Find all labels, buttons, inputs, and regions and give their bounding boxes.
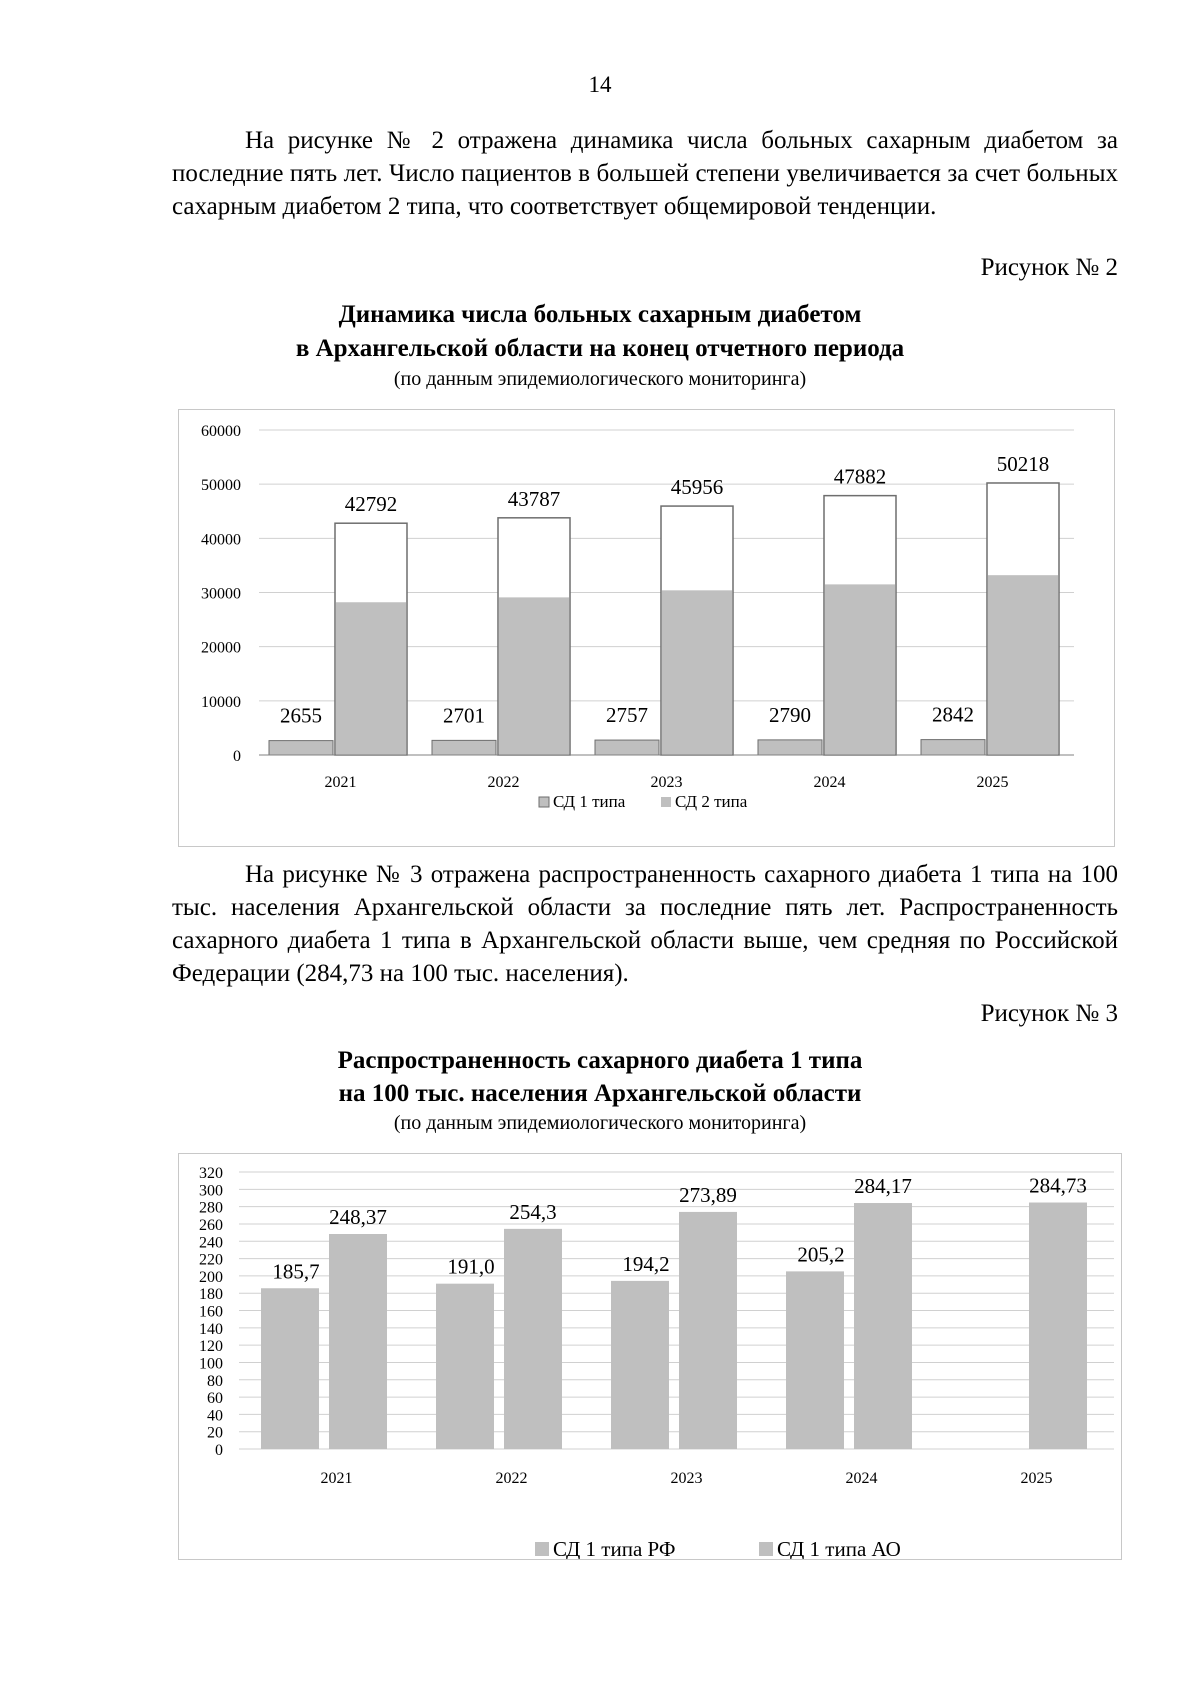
chart2-bar-ao [504, 1229, 562, 1449]
chart2-ytick-label: 280 [199, 1199, 223, 1217]
chart2-ytick-label: 40 [207, 1407, 223, 1425]
chart2-bar-ao [854, 1203, 912, 1449]
chart1-ytick-label: 0 [233, 748, 241, 765]
chart1-bar-type1 [921, 740, 985, 755]
chart2-ytick-label: 240 [199, 1234, 223, 1252]
chart1-data-label-type2: 42792 [344, 492, 398, 517]
chart2-ytick-label: 80 [207, 1372, 223, 1390]
chart1-ytick-label: 50000 [201, 477, 241, 495]
chart1-data-label-type1: 2790 [769, 702, 811, 727]
chart2-xtick-label: 2023 [670, 1470, 703, 1487]
chart2-svg [179, 1154, 1121, 1559]
chart1-frame [178, 409, 1115, 847]
chart1-legend-label-type2: СД 2 типа [675, 792, 748, 811]
chart2-data-label-rf: 205,2 [797, 1242, 845, 1267]
chart2-ytick-label: 60 [207, 1390, 223, 1408]
chart2-bar-ao [679, 1212, 737, 1449]
chart2-legend-swatch-rf [535, 1542, 549, 1556]
chart1-xtick-label: 2023 [650, 774, 683, 791]
chart1-data-label-type2: 45956 [670, 475, 724, 500]
chart1-data-label-type1: 2757 [606, 703, 648, 728]
chart2-bar-rf [786, 1271, 844, 1449]
chart1-ytick-label: 60000 [201, 423, 241, 440]
chart2-xtick-label: 2025 [1020, 1470, 1053, 1487]
chart2-xtick-label: 2022 [495, 1470, 528, 1487]
chart2-data-label-rf: 185,7 [272, 1259, 320, 1284]
chart1-bar-type2-fill [988, 575, 1058, 755]
chart1-xtick-label: 2025 [976, 774, 1009, 791]
chart2-bar-rf [611, 1281, 669, 1449]
chart2-ytick-label: 100 [199, 1355, 223, 1373]
chart1-bar-type2-fill [825, 584, 895, 755]
chart2-title-line2: на 100 тыс. населения Архангельской области [338, 1080, 862, 1107]
chart2-ytick-label: 220 [199, 1251, 223, 1269]
chart1-bar-type2-fill [662, 590, 732, 755]
chart2-data-label-rf: 191,0 [447, 1254, 495, 1279]
chart1-xtick-label: 2021 [324, 774, 357, 791]
paragraph-figure2-intro: На рисунке № 2 отражена динамика числа больных сахарным диабетом за последние пять лет. Число пациентов в большей степени увеличивается за счет больных сахарным диабетом 2 типа, что соответствует общемировой тенденции. [172, 127, 1118, 220]
chart2-ytick-label: 20 [207, 1424, 223, 1442]
chart1-data-label-type2: 50218 [996, 451, 1050, 476]
chart1-legend-swatch-type2 [661, 797, 671, 807]
chart1-xtick-label: 2022 [487, 774, 520, 791]
chart2-bar-rf [436, 1284, 494, 1449]
chart1-bar-type1 [269, 741, 333, 755]
chart2-ytick-label: 180 [199, 1286, 223, 1304]
chart2-subtitle: (по данным эпидемиологического мониторинга) [393, 1112, 807, 1134]
chart2-bar-ao [1029, 1203, 1087, 1449]
chart1-bar-type1 [595, 740, 659, 755]
chart1-data-label-type1: 2842 [932, 702, 974, 727]
chart2-ytick-label: 200 [199, 1268, 223, 1286]
chart1-data-label-type2: 43787 [507, 486, 561, 511]
chart2-bar-rf [261, 1288, 319, 1449]
page-number: 14 [588, 72, 612, 97]
chart1-data-label-type1: 2655 [280, 703, 322, 728]
chart2-ytick-label: 140 [199, 1320, 223, 1338]
chart1-bar-type1 [758, 740, 822, 755]
chart1-data-label-type1: 2701 [443, 703, 485, 728]
chart2-ytick-label: 120 [199, 1338, 223, 1356]
chart2-legend-label-rf: СД 1 типа РФ [553, 1537, 676, 1559]
chart1-ytick-label: 30000 [201, 585, 241, 603]
chart2-data-label-ao: 284,73 [1029, 1173, 1087, 1198]
chart1-svg [179, 410, 1114, 846]
chart1-ytick-label: 10000 [201, 693, 241, 711]
figure3-label: Рисунок № 3 [980, 1000, 1118, 1027]
chart2-ytick-label: 0 [215, 1442, 223, 1459]
chart2-ytick-label: 260 [199, 1216, 223, 1234]
chart2-data-label-rf: 194,2 [622, 1251, 670, 1276]
chart2-xtick-label: 2021 [320, 1470, 353, 1487]
chart2-data-label-ao: 284,17 [854, 1174, 912, 1199]
chart1-subtitle: (по данным эпидемиологического мониторинга) [393, 368, 807, 390]
chart1-xtick-label: 2024 [813, 774, 846, 791]
chart2-data-label-ao: 273,89 [679, 1182, 737, 1207]
chart1-ytick-label: 40000 [201, 531, 241, 549]
chart2-ytick-label: 320 [199, 1165, 223, 1182]
chart2-title-line1: Распространенность сахарного диабета 1 типа [337, 1047, 863, 1074]
paragraph-figure3-intro: На рисунке № 3 отражена распространенность сахарного диабета 1 типа на 100 тыс. населения Архангельской области за последние пять лет. Распространенность сахарного диабета 1 типа в Архангельской области выше, чем средняя по Российской Федерации (284,73 на 100 тыс. населения). [172, 861, 1118, 987]
chart2-ytick-label: 160 [199, 1303, 223, 1321]
chart2-ytick-label: 300 [199, 1182, 223, 1200]
chart1-bar-type2-fill [499, 597, 569, 755]
chart1-legend-label-type1: СД 1 типа [553, 792, 626, 811]
chart1-title-line1: Динамика числа больных сахарным диабетом [338, 301, 862, 328]
figure2-label: Рисунок № 2 [980, 254, 1118, 281]
chart1-title-line2: в Архангельской области на конец отчетного периода [295, 335, 905, 362]
chart2-legend-label-ao: СД 1 типа АО [777, 1537, 901, 1559]
chart2-bar-ao [329, 1234, 387, 1449]
chart2-legend-swatch-ao [759, 1542, 773, 1556]
chart1-data-label-type2: 47882 [833, 464, 887, 489]
chart2-xtick-label: 2024 [845, 1470, 878, 1487]
chart1-bar-type2-fill [336, 602, 406, 755]
chart1-legend-swatch-type1 [539, 797, 549, 807]
chart2-data-label-ao: 254,3 [509, 1199, 557, 1224]
chart1-ytick-label: 20000 [201, 639, 241, 657]
chart2-data-label-ao: 248,37 [329, 1205, 387, 1230]
chart1-bar-type1 [432, 740, 496, 755]
chart2-frame [178, 1153, 1122, 1560]
